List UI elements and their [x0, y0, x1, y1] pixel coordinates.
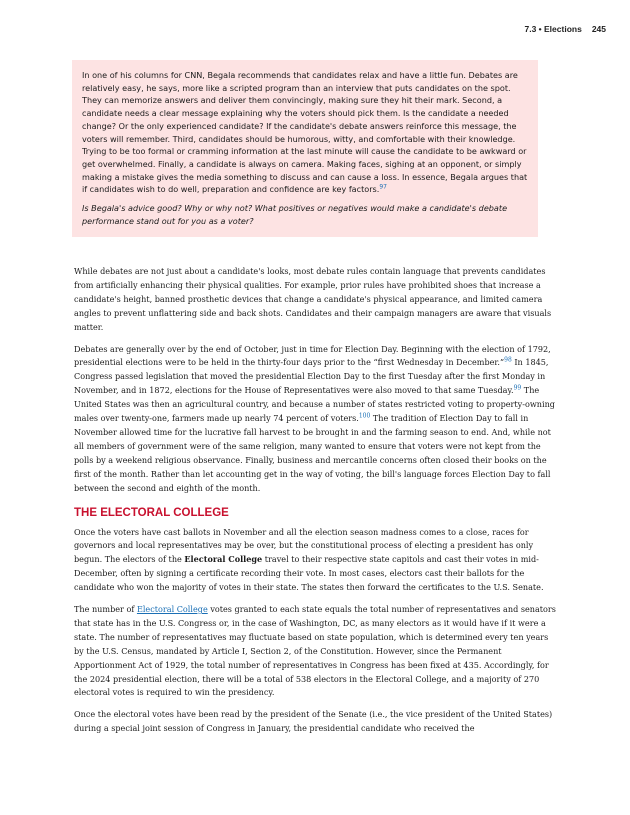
- feature-callout-box: [72, 60, 538, 237]
- election-day-text-c: The United States was then an agricultural country, and because a number of states restricted voting to property-owning males over twenty-one, farmers made up nearly 74 percent of voters.: [74, 385, 555, 424]
- footnote-ref-97[interactable]: 97: [379, 183, 387, 191]
- paragraph-election-day: [74, 343, 556, 496]
- page-number: 245: [591, 24, 606, 34]
- key-term-electoral-college: Electoral College: [184, 554, 263, 565]
- callout-paragraph: [82, 69, 530, 196]
- footnote-ref-98[interactable]: 98: [504, 356, 512, 364]
- section-title: 7.3 • Elections: [524, 24, 582, 34]
- election-day-text-b: In 1845, Congress passed legislation that moved the presidential Election Day to the first Tuesday after the first Monday in November, and in 1872, elections for the House of Representatives were also moved to that same Tuesday.: [74, 357, 549, 396]
- paragraph-debate-rules: While debates are not just about a candidate's looks, most debate rules contain language that prevents candidates from artificially enhancing their physical qualities. For example, prior rules have prohibited shoes that increase a candidate's height, banned prosthetic devices that change a candidate's physical appearance, and limited camera angles to prevent unflattering side and back shots. Candidates and their campaign managers are aware that visuals matter.: [74, 266, 552, 332]
- election-day-text-d: The tradition of Election Day to fall in November allowed time for the lucrative fall harvest to be brought in and the farming season to end. And, while not all members of government were of the same religion, many wanted to ensure that voters were not kept from the polls by a weekend religious observance. Finally, business and mercantile concerns often closed their books on the first of the month. Rather than let accounting get in the way of voting, the bill's language forces Election Day to fall between the second and eighth of the month.: [74, 413, 551, 493]
- footnote-ref-100[interactable]: 100: [358, 412, 371, 420]
- electors-text-a: Once the voters have cast ballots in November and all the election season madness comes to a close, races for governors and local representatives may be over, but the constitutional process of electing a president has only begun. The electors of the: [74, 526, 534, 565]
- election-day-text-a: Debates are generally over by the end of October, just in time for Election Day. Beginning with the election of 1792, presidential elections were to be held in the thirty-four days prior to the “first Wednesday in December.”: [74, 343, 551, 368]
- callout-question: Is Begala's advice good? Why or why not? What positives or negatives would make a candidate's debate performance stand out for you as a voter?: [82, 203, 508, 226]
- paragraph-electors: [74, 526, 556, 596]
- electoral-college-link[interactable]: Electoral College: [136, 604, 208, 615]
- main-body: [74, 265, 556, 744]
- footnote-ref-99[interactable]: 99: [513, 384, 522, 392]
- callout-text: In one of his columns for CNN, Begala recommends that candidates relax and have a little fun. Debates are relatively easy, he says, more like a scripted program than an interview that puts candidates on the spot. They can memorize answers and deliver them convincingly, making sure they hit their mark. Second, a candidate needs a clear message explaining why the voters should pick them. Is the candidate a needed change? Or the only experienced candidate? If the candidate's debate answers reinforce this message, the voters will remember. Third, candidates should be humorous, witty, and comfortable with their knowledge. Trying to be too formal or cramming information at the last minute will cause the candidate to be awkward or get overwhelmed. Finally, a candidate is always on camera. Making faces, sighing at an opponent, or simply making a mistake gives the media something to discuss and can cause a loss. In essence, Begala argues that if candidates wish to do well, preparation and confidence are key factors.: [82, 70, 528, 195]
- electoral-votes-text-a: The number of: [74, 604, 137, 615]
- paragraph-electoral-votes: [74, 603, 556, 700]
- section-heading: THE ELECTORAL COLLEGE: [74, 506, 229, 519]
- paragraph-vote-count: Once the electoral votes have been read by the president of the Senate (i.e., the vice president of the United States) during a special joint session of Congress in January, the presidential candidate who received the: [74, 709, 553, 734]
- page-header: [525, 24, 607, 34]
- electoral-votes-text-b: votes granted to each state equals the total number of representatives and senators that state has in the U.S. Congress or, in the case of Washington, DC, as many electors as it would have if it were a state. The number of representatives may fluctuate based on state population, which is determined every ten years by the U.S. Census, mandated by Article I, Section 2, of the Constitution. However, since the Permanent Apportionment Act of 1929, the total number of representatives in Congress has been fixed at 435. Accordingly, for the 2024 presidential election, there will be a total of 538 electors in the Electoral College, and a majority of 270 electoral votes is required to win the presidency.: [74, 604, 556, 698]
- electors-text-b: travel to their respective state capitols and cast their votes in mid-December, often by signing a certificate recording their vote. In most cases, electors cast their ballots for the candidate who won the majority of votes in their state. The states then forward the certificates to the U.S. Senate.: [74, 554, 544, 593]
